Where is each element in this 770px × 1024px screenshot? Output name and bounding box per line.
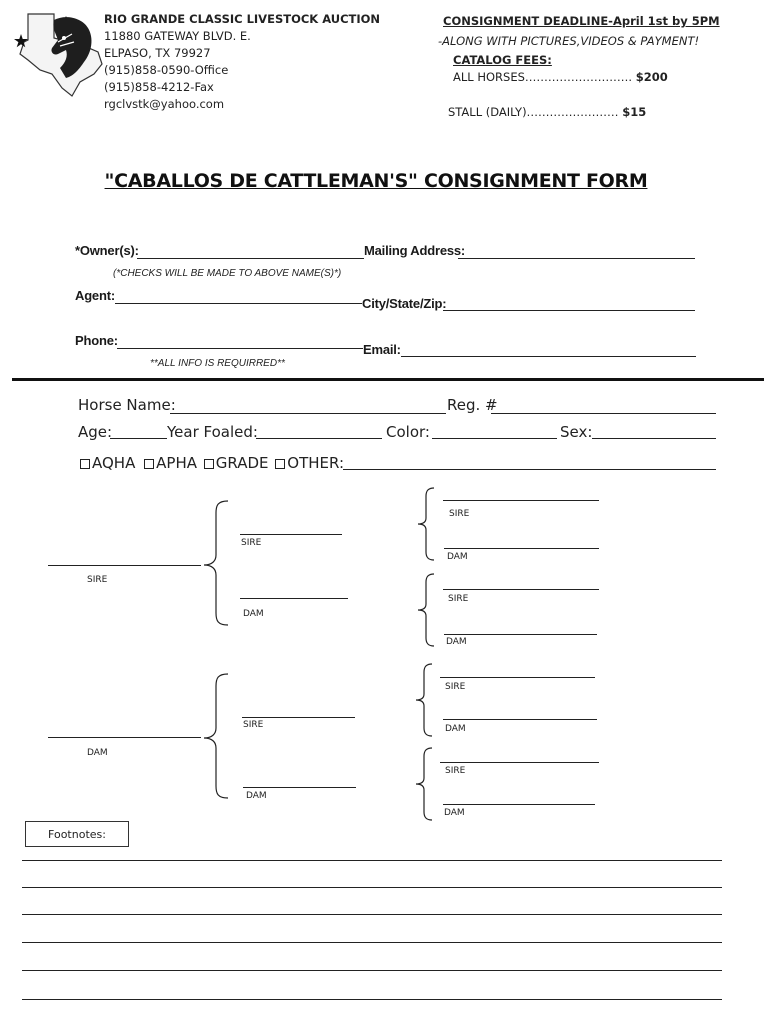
- other-label: OTHER:: [287, 454, 345, 472]
- dss-label: SIRE: [445, 682, 466, 692]
- age-field[interactable]: [110, 438, 167, 439]
- color-field[interactable]: [432, 438, 557, 439]
- dam-label: DAM: [87, 748, 108, 758]
- city-state-zip-field[interactable]: [443, 310, 695, 311]
- footnote-line-3[interactable]: [22, 914, 722, 915]
- apha-label: APHA: [156, 454, 197, 472]
- form-title: "CABALLOS DE CATTLEMAN'S" CONSIGNMENT FORM: [104, 170, 648, 192]
- required-note: **ALL INFO IS REQUIRRED**: [150, 358, 285, 369]
- grade-label: GRADE: [215, 454, 269, 472]
- other-field[interactable]: [343, 469, 716, 470]
- sire-bracket: [200, 499, 230, 627]
- reg-number-label: Reg. #: [447, 396, 498, 414]
- ddd-field[interactable]: [443, 804, 595, 805]
- section-divider: [12, 378, 764, 381]
- email-label: Email:: [363, 342, 401, 357]
- mailing-address-label: Mailing Address:: [364, 243, 466, 258]
- dam-sire-field[interactable]: [242, 717, 355, 718]
- sss-label: SIRE: [449, 509, 470, 519]
- footnotes-box: [25, 821, 129, 847]
- dsd-field[interactable]: [443, 719, 597, 720]
- aqha-checkbox[interactable]: [80, 454, 135, 472]
- stall-fee: $15: [622, 105, 647, 119]
- other-checkbox[interactable]: [275, 454, 344, 472]
- contact-email: rgclvstk@yahoo.com: [104, 97, 225, 111]
- grade-checkbox[interactable]: [204, 454, 269, 472]
- dam-sire-label: SIRE: [243, 720, 264, 730]
- horse-name-field[interactable]: [170, 413, 446, 414]
- sire-field[interactable]: [48, 565, 201, 566]
- agent-field[interactable]: [115, 303, 362, 304]
- address-line-1: 11880 GATEWAY BLVD. E.: [104, 29, 251, 43]
- bracket-3b: [414, 572, 436, 648]
- owner-field[interactable]: [137, 258, 364, 259]
- consignment-deadline: CONSIGNMENT DEADLINE-April 1st by 5PM: [443, 14, 720, 28]
- sex-label: Sex:: [560, 423, 593, 441]
- dam-field[interactable]: [48, 737, 201, 738]
- ssd-label: DAM: [447, 552, 468, 562]
- dam-dam-label: DAM: [246, 791, 267, 801]
- sss-field[interactable]: [443, 500, 599, 501]
- sire-sire-field[interactable]: [240, 534, 342, 535]
- age-label: Age:: [78, 423, 113, 441]
- apha-checkbox[interactable]: [144, 454, 197, 472]
- footnote-line-4[interactable]: [22, 942, 722, 943]
- footnote-line-1[interactable]: [22, 860, 722, 861]
- company-name: RIO GRANDE CLASSIC LIVESTOCK AUCTION: [104, 12, 381, 26]
- ddd-label: DAM: [444, 808, 465, 818]
- city-state-zip-label: City/State/Zip:: [362, 296, 447, 311]
- year-foaled-field[interactable]: [256, 438, 382, 439]
- agent-label: Agent:: [75, 288, 115, 303]
- sds-field[interactable]: [443, 589, 599, 590]
- footnote-line-5[interactable]: [22, 970, 722, 971]
- sire-dam-field[interactable]: [240, 598, 348, 599]
- sdd-label: DAM: [446, 637, 467, 647]
- reg-number-field[interactable]: [491, 413, 716, 414]
- dds-label: SIRE: [445, 766, 466, 776]
- catalog-fees-heading: CATALOG FEES:: [453, 53, 552, 67]
- fax-number: (915)858-4212-Fax: [104, 80, 214, 94]
- aqha-label: AQHA: [92, 454, 136, 472]
- address-line-2: ELPASO, TX 79927: [104, 46, 211, 60]
- texas-horse-logo-icon: [14, 12, 106, 98]
- bracket-3c: [412, 662, 434, 738]
- logo: [14, 12, 106, 98]
- dds-field[interactable]: [440, 762, 599, 763]
- year-foaled-label: Year Foaled:: [167, 423, 258, 441]
- footnote-line-2[interactable]: [22, 887, 722, 888]
- mailing-address-field[interactable]: [458, 258, 695, 259]
- color-label: Color:: [386, 423, 430, 441]
- sdd-field[interactable]: [444, 634, 597, 635]
- checks-note: (*CHECKS WILL BE MADE TO ABOVE NAME(S)*): [113, 268, 342, 279]
- phone-label: Phone:: [75, 333, 118, 348]
- all-horses-label: ALL HORSES……………………….: [453, 70, 633, 84]
- sex-field[interactable]: [592, 438, 716, 439]
- owner-label: *Owner(s):: [75, 243, 139, 258]
- along-with-note: -ALONG WITH PICTURES,VIDEOS & PAYMENT!: [438, 34, 700, 48]
- bracket-3d: [412, 746, 434, 822]
- dam-dam-field[interactable]: [243, 787, 356, 788]
- sire-dam-label: DAM: [243, 609, 264, 619]
- footnote-line-6[interactable]: [22, 999, 722, 1000]
- footnotes-label: Footnotes:: [48, 828, 106, 841]
- stall-label: STALL (DAILY)……………………: [448, 105, 619, 119]
- dam-bracket: [200, 672, 230, 800]
- bracket-3a: [414, 486, 436, 562]
- office-phone: (915)858-0590-Office: [104, 63, 229, 77]
- sds-label: SIRE: [448, 594, 469, 604]
- dsd-label: DAM: [445, 724, 466, 734]
- all-horses-fee: $200: [635, 70, 668, 84]
- email-field[interactable]: [401, 356, 696, 357]
- horse-name-label: Horse Name:: [78, 396, 176, 414]
- sire-label: SIRE: [87, 575, 108, 585]
- phone-field[interactable]: [117, 348, 363, 349]
- ssd-field[interactable]: [444, 548, 599, 549]
- sire-sire-label: SIRE: [241, 538, 262, 548]
- star-icon: [14, 34, 28, 48]
- dss-field[interactable]: [440, 677, 595, 678]
